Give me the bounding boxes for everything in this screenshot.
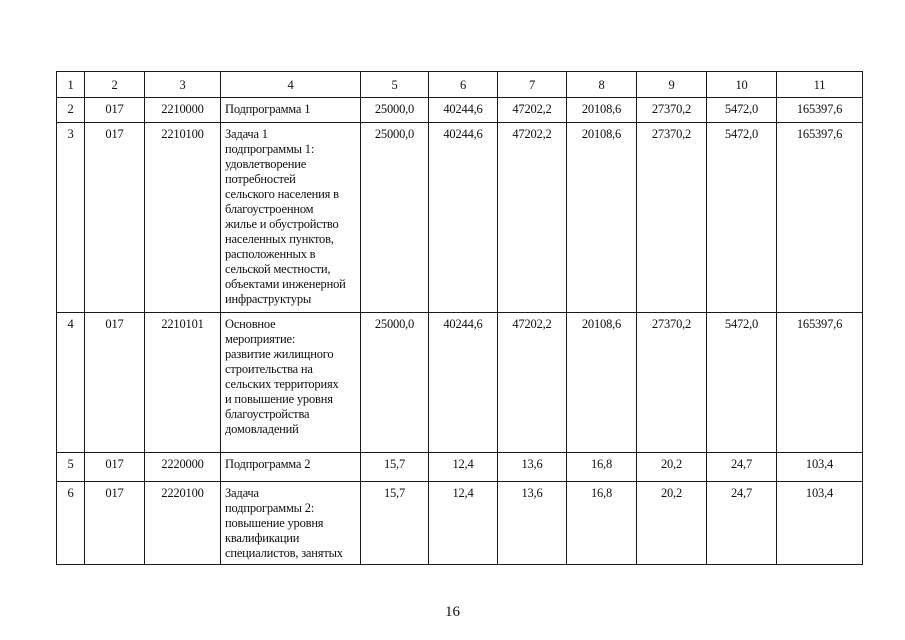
header-cell-4: 4 xyxy=(221,72,361,98)
header-cell-11: 11 xyxy=(777,72,863,98)
header-cell-2: 2 xyxy=(85,72,145,98)
program-name-line: расположенных в xyxy=(225,247,316,261)
value-cell-col-6: 40244,6 xyxy=(429,313,498,453)
row-number-cell: 5 xyxy=(57,453,85,482)
budget-code-cell: 2210100 xyxy=(145,123,221,313)
program-name-line: подпрограммы 2: xyxy=(225,501,315,515)
header-cell-3: 3 xyxy=(145,72,221,98)
header-cell-8: 8 xyxy=(567,72,637,98)
grbs-code-cell: 017 xyxy=(85,313,145,453)
program-name-line: Основное xyxy=(225,317,276,331)
value-cell-col-7: 13,6 xyxy=(498,453,567,482)
program-name-line: инфраструктуры xyxy=(225,292,312,306)
value-cell-col-11: 103,4 xyxy=(777,482,863,565)
program-name-cell xyxy=(221,98,361,123)
value-cell-col-7: 47202,2 xyxy=(498,123,567,313)
table-row xyxy=(57,313,863,453)
table-body xyxy=(57,72,863,565)
program-name-line: квалификации xyxy=(225,531,300,545)
program-name-line: сельской местности, xyxy=(225,262,331,276)
value-cell-col-7: 47202,2 xyxy=(498,313,567,453)
value-cell-col-6: 40244,6 xyxy=(429,98,498,123)
value-cell-col-6: 12,4 xyxy=(429,453,498,482)
value-cell-col-9: 27370,2 xyxy=(637,313,707,453)
program-name-line: сельских территориях xyxy=(225,377,339,391)
value-cell-col-11: 165397,6 xyxy=(777,313,863,453)
program-name-line: жилье и обустройство xyxy=(225,217,339,231)
value-cell-col-8: 16,8 xyxy=(567,453,637,482)
grbs-code-cell: 017 xyxy=(85,123,145,313)
page-number: 16 xyxy=(445,604,460,620)
program-name-line: объектами инженерной xyxy=(225,277,346,291)
value-cell-col-7: 47202,2 xyxy=(498,98,567,123)
value-cell-col-10: 5472,0 xyxy=(707,98,777,123)
value-cell-col-6: 40244,6 xyxy=(429,123,498,313)
grbs-code-cell: 017 xyxy=(85,482,145,565)
value-cell-col-9: 20,2 xyxy=(637,482,707,565)
value-cell-col-8: 16,8 xyxy=(567,482,637,565)
program-name-line: подпрограммы 1: xyxy=(225,142,315,156)
program-name-line: потребностей xyxy=(225,172,296,186)
program-name-cell xyxy=(221,123,361,313)
value-cell-col-8: 20108,6 xyxy=(567,313,637,453)
program-name-line: благоустройства xyxy=(225,407,310,421)
program-name-line: мероприятие: xyxy=(225,332,296,346)
budget-code-cell: 2210101 xyxy=(145,313,221,453)
value-cell-col-10: 24,7 xyxy=(707,482,777,565)
value-cell-col-6: 12,4 xyxy=(429,482,498,565)
value-cell-col-9: 27370,2 xyxy=(637,123,707,313)
program-name-line: благоустроенном xyxy=(225,202,314,216)
table-row xyxy=(57,123,863,313)
budget-code-cell: 2220100 xyxy=(145,482,221,565)
program-name-line: Подпрограмма 2 xyxy=(225,457,311,471)
grbs-code-cell: 017 xyxy=(85,98,145,123)
value-cell-col-11: 165397,6 xyxy=(777,123,863,313)
budget-code-cell: 2210000 xyxy=(145,98,221,123)
value-cell-col-5: 15,7 xyxy=(361,453,429,482)
header-cell-7: 7 xyxy=(498,72,567,98)
header-cell-9: 9 xyxy=(637,72,707,98)
value-cell-col-9: 27370,2 xyxy=(637,98,707,123)
row-number-cell: 6 xyxy=(57,482,85,565)
program-name-line: Задача 1 xyxy=(225,127,268,141)
value-cell-col-10: 5472,0 xyxy=(707,313,777,453)
program-name-line: повышение уровня xyxy=(225,516,324,530)
header-cell-10: 10 xyxy=(707,72,777,98)
program-name-cell xyxy=(221,453,361,482)
value-cell-col-10: 5472,0 xyxy=(707,123,777,313)
row-number-cell: 3 xyxy=(57,123,85,313)
value-cell-col-5: 15,7 xyxy=(361,482,429,565)
row-number-cell: 2 xyxy=(57,98,85,123)
grbs-code-cell: 017 xyxy=(85,453,145,482)
program-name-line: Задача xyxy=(225,486,259,500)
program-name-line: домовладений xyxy=(225,422,299,436)
header-cell-5: 5 xyxy=(361,72,429,98)
budget-code-cell: 2220000 xyxy=(145,453,221,482)
value-cell-col-7: 13,6 xyxy=(498,482,567,565)
program-name-line: Подпрограмма 1 xyxy=(225,102,311,116)
program-name-cell xyxy=(221,482,361,565)
value-cell-col-11: 103,4 xyxy=(777,453,863,482)
table-row xyxy=(57,453,863,482)
program-name-line: развитие жилищного xyxy=(225,347,334,361)
row-number-cell: 4 xyxy=(57,313,85,453)
program-name-line: строительства на xyxy=(225,362,313,376)
program-name-line: населенных пунктов, xyxy=(225,232,334,246)
value-cell-col-5: 25000,0 xyxy=(361,313,429,453)
value-cell-col-10: 24,7 xyxy=(707,453,777,482)
header-cell-6: 6 xyxy=(429,72,498,98)
program-name-line: и повышение уровня xyxy=(225,392,333,406)
header-row xyxy=(57,72,863,98)
program-name-line: специалистов, занятых xyxy=(225,546,343,560)
program-funding-table xyxy=(56,71,863,565)
program-name-line: сельского населения в xyxy=(225,187,339,201)
header-cell-1: 1 xyxy=(57,72,85,98)
table-row xyxy=(57,482,863,565)
value-cell-col-8: 20108,6 xyxy=(567,123,637,313)
value-cell-col-9: 20,2 xyxy=(637,453,707,482)
value-cell-col-5: 25000,0 xyxy=(361,98,429,123)
value-cell-col-5: 25000,0 xyxy=(361,123,429,313)
value-cell-col-8: 20108,6 xyxy=(567,98,637,123)
program-name-cell xyxy=(221,313,361,453)
program-name-line: удовлетворение xyxy=(225,157,307,171)
value-cell-col-11: 165397,6 xyxy=(777,98,863,123)
table-row xyxy=(57,98,863,123)
